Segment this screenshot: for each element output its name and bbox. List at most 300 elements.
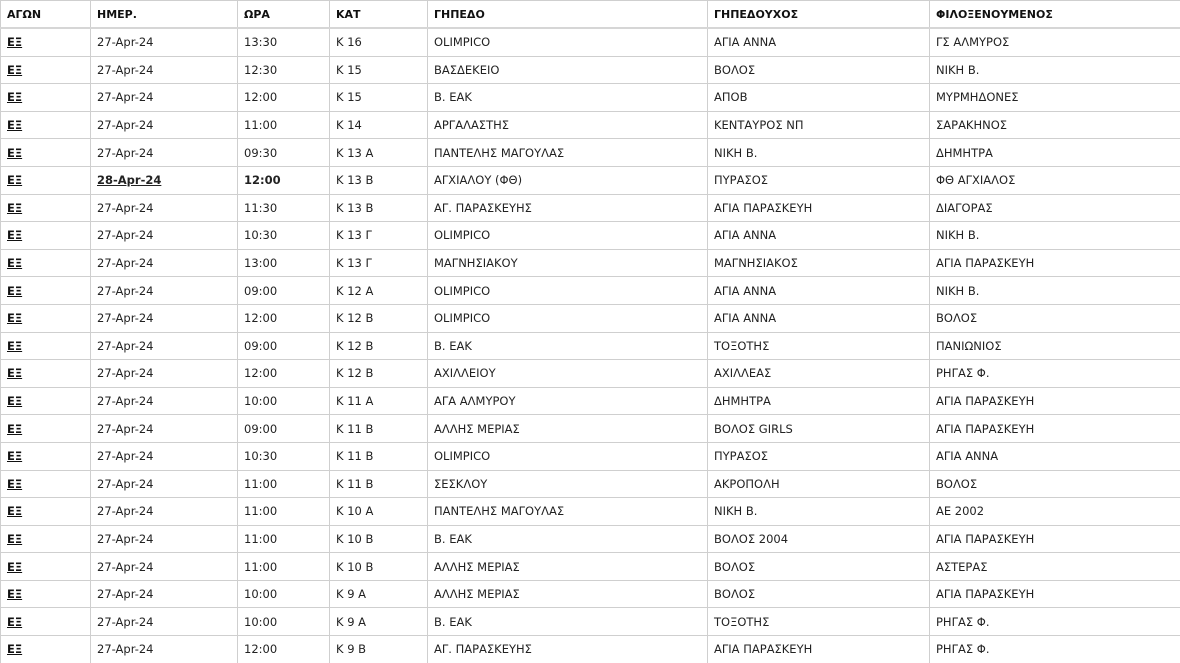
- away-team-cell: [930, 415, 1180, 443]
- venue-text: OLIMPICO: [434, 449, 491, 464]
- away-team-cell: [930, 608, 1180, 636]
- time-cell: [238, 332, 330, 360]
- away-team-text: ΝΙΚΗ Β.: [936, 283, 980, 298]
- date-text: 27-Apr-24: [97, 283, 154, 298]
- time-cell: [238, 249, 330, 277]
- time-cell: [238, 525, 330, 553]
- category-text: Κ 13 Β: [336, 200, 374, 215]
- venue-text: OLIMPICO: [434, 311, 491, 326]
- game-link[interactable]: ΕΞ: [7, 90, 23, 105]
- venue-cell: [428, 304, 708, 332]
- header-category: ΚΑΤ: [330, 1, 428, 29]
- time-cell: [238, 580, 330, 608]
- home-team-text: ΑΧΙΛΛΕΑΣ: [714, 366, 772, 381]
- category-text: Κ 11 Α: [336, 394, 374, 409]
- date-cell: [91, 498, 238, 526]
- table-row: [1, 360, 1180, 388]
- home-team-text: ΒΟΛΟΣ GIRLS: [714, 421, 793, 436]
- time-text: 11:30: [244, 200, 278, 215]
- away-team-text: ΑΓΙΑ ΠΑΡΑΣΚΕΥΗ: [936, 256, 1035, 271]
- date-cell: [91, 387, 238, 415]
- category-cell: [330, 636, 428, 663]
- home-team-cell: [708, 498, 930, 526]
- date-cell: [91, 442, 238, 470]
- game-link[interactable]: ΕΞ: [7, 256, 23, 271]
- game-link[interactable]: ΕΞ: [7, 200, 23, 215]
- category-text: Κ 15: [336, 90, 362, 105]
- time-text: 11:00: [244, 118, 278, 133]
- date-cell: [91, 304, 238, 332]
- away-team-cell: [930, 84, 1180, 112]
- category-cell: [330, 222, 428, 250]
- date-text: 27-Apr-24: [97, 145, 154, 160]
- time-text: 12:00: [244, 311, 278, 326]
- venue-text: ΒΑΣΔΕΚΕΙΟ: [434, 62, 500, 77]
- game-link[interactable]: ΕΞ: [7, 338, 23, 353]
- table-row: [1, 166, 1180, 194]
- time-text: 12:00: [244, 173, 281, 188]
- game-cell: [1, 415, 91, 443]
- away-team-text: ΑΓΙΑ ΠΑΡΑΣΚΕΥΗ: [936, 587, 1035, 602]
- venue-text: ΑΛΛΗΣ ΜΕΡΙΑΣ: [434, 559, 520, 574]
- home-team-cell: [708, 249, 930, 277]
- home-team-text: ΒΟΛΟΣ: [714, 587, 756, 602]
- home-team-text: ΑΓΙΑ ΠΑΡΑΣΚΕΥΗ: [714, 642, 813, 657]
- away-team-text: ΡΗΓΑΣ Φ.: [936, 642, 990, 657]
- date-cell: [91, 111, 238, 139]
- home-team-cell: [708, 360, 930, 388]
- venue-cell: [428, 139, 708, 167]
- date-cell: [91, 332, 238, 360]
- time-text: 11:00: [244, 531, 278, 546]
- date-cell: [91, 636, 238, 663]
- venue-text: ΠΑΝΤΕΛΗΣ ΜΑΓΟΥΛΑΣ: [434, 145, 565, 160]
- away-team-cell: [930, 332, 1180, 360]
- date-text: 27-Apr-24: [97, 394, 154, 409]
- game-link[interactable]: ΕΞ: [7, 283, 23, 298]
- home-team-text: ΠΥΡΑΣΟΣ: [714, 449, 769, 464]
- category-text: Κ 12 Β: [336, 338, 374, 353]
- venue-text: ΑΓ. ΠΑΡΑΣΚΕΥΗΣ: [434, 642, 532, 657]
- away-team-text: ΜΥΡΜΗΔΟΝΕΣ: [936, 90, 1019, 105]
- table-row: [1, 139, 1180, 167]
- home-team-cell: [708, 194, 930, 222]
- time-cell: [238, 553, 330, 581]
- time-cell: [238, 387, 330, 415]
- table-row: [1, 249, 1180, 277]
- venue-cell: [428, 84, 708, 112]
- away-team-text: ΑΓΙΑ ΑΝΝΑ: [936, 449, 999, 464]
- category-cell: [330, 332, 428, 360]
- time-text: 10:30: [244, 228, 278, 243]
- category-text: Κ 16: [336, 35, 362, 50]
- time-text: 13:30: [244, 35, 278, 50]
- header-date: ΗΜΕΡ.: [91, 1, 238, 29]
- game-link[interactable]: ΕΞ: [7, 366, 23, 381]
- category-text: Κ 13 Α: [336, 145, 374, 160]
- date-text: 27-Apr-24: [97, 62, 154, 77]
- game-cell: [1, 111, 91, 139]
- home-team-cell: [708, 111, 930, 139]
- home-team-cell: [708, 580, 930, 608]
- home-team-text: ΒΟΛΟΣ: [714, 559, 756, 574]
- time-text: 12:00: [244, 90, 278, 105]
- home-team-text: ΤΟΞΟΤΗΣ: [714, 614, 770, 629]
- table-row: [1, 194, 1180, 222]
- game-cell: [1, 608, 91, 636]
- venue-text: Β. ΕΑΚ: [434, 531, 472, 546]
- category-text: Κ 13 Γ: [336, 228, 372, 243]
- away-team-text: ΑΣΤΕΡΑΣ: [936, 559, 988, 574]
- time-cell: [238, 194, 330, 222]
- date-text: 27-Apr-24: [97, 559, 154, 574]
- time-cell: [238, 304, 330, 332]
- time-cell: [238, 84, 330, 112]
- time-cell: [238, 415, 330, 443]
- date-cell: [91, 580, 238, 608]
- game-link[interactable]: ΕΞ: [7, 449, 23, 464]
- home-team-cell: [708, 277, 930, 305]
- game-link[interactable]: ΕΞ: [7, 311, 23, 326]
- date-cell: [91, 249, 238, 277]
- category-text: Κ 10 Β: [336, 559, 374, 574]
- date-cell: [91, 277, 238, 305]
- category-cell: [330, 249, 428, 277]
- away-team-cell: [930, 194, 1180, 222]
- away-team-cell: [930, 387, 1180, 415]
- home-team-cell: [708, 56, 930, 84]
- venue-cell: [428, 277, 708, 305]
- category-cell: [330, 304, 428, 332]
- away-team-text: ΡΗΓΑΣ Φ.: [936, 614, 990, 629]
- venue-text: ΑΛΛΗΣ ΜΕΡΙΑΣ: [434, 421, 520, 436]
- away-team-text: ΝΙΚΗ Β.: [936, 62, 980, 77]
- game-cell: [1, 636, 91, 663]
- table-row: [1, 608, 1180, 636]
- game-link[interactable]: ΕΞ: [7, 145, 23, 160]
- game-cell: [1, 580, 91, 608]
- time-text: 09:00: [244, 283, 278, 298]
- home-team-cell: [708, 470, 930, 498]
- venue-text: OLIMPICO: [434, 283, 491, 298]
- game-link[interactable]: ΕΞ: [7, 173, 23, 188]
- home-team-text: ΑΓΙΑ ΑΝΝΑ: [714, 228, 777, 243]
- date-cell: [91, 194, 238, 222]
- table-row: [1, 498, 1180, 526]
- venue-text: Β. ΕΑΚ: [434, 338, 472, 353]
- time-cell: [238, 166, 330, 194]
- venue-cell: [428, 442, 708, 470]
- time-text: 12:30: [244, 62, 278, 77]
- home-team-text: ΝΙΚΗ Β.: [714, 145, 758, 160]
- home-team-text: ΒΟΛΟΣ: [714, 62, 756, 77]
- time-text: 09:00: [244, 338, 278, 353]
- away-team-text: ΠΑΝΙΩΝΙΟΣ: [936, 338, 1002, 353]
- venue-cell: [428, 249, 708, 277]
- venue-text: OLIMPICO: [434, 228, 491, 243]
- date-text: 27-Apr-24: [97, 642, 154, 657]
- category-cell: [330, 28, 428, 56]
- away-team-cell: [930, 525, 1180, 553]
- game-cell: [1, 525, 91, 553]
- venue-cell: [428, 111, 708, 139]
- away-team-text: ΒΟΛΟΣ: [936, 476, 978, 491]
- game-link[interactable]: ΕΞ: [7, 35, 23, 50]
- category-cell: [330, 277, 428, 305]
- away-team-cell: [930, 249, 1180, 277]
- date-text: 27-Apr-24: [97, 476, 154, 491]
- game-link[interactable]: ΕΞ: [7, 62, 23, 77]
- venue-text: ΑΓ. ΠΑΡΑΣΚΕΥΗΣ: [434, 200, 532, 215]
- time-cell: [238, 56, 330, 84]
- game-link[interactable]: ΕΞ: [7, 559, 23, 574]
- away-team-cell: [930, 277, 1180, 305]
- time-cell: [238, 277, 330, 305]
- date-cell: [91, 28, 238, 56]
- home-team-text: ΑΓΙΑ ΑΝΝΑ: [714, 283, 777, 298]
- game-cell: [1, 166, 91, 194]
- home-team-text: ΑΓΙΑ ΑΝΝΑ: [714, 35, 777, 50]
- venue-cell: [428, 553, 708, 581]
- home-team-cell: [708, 608, 930, 636]
- date-cell: [91, 415, 238, 443]
- time-cell: [238, 139, 330, 167]
- away-team-cell: [930, 636, 1180, 663]
- time-text: 10:00: [244, 587, 278, 602]
- home-team-text: ΜΑΓΝΗΣΙΑΚΟΣ: [714, 256, 798, 271]
- venue-cell: [428, 166, 708, 194]
- home-team-cell: [708, 636, 930, 663]
- time-text: 10:30: [244, 449, 278, 464]
- category-text: Κ 12 Β: [336, 366, 374, 381]
- table-row: [1, 332, 1180, 360]
- home-team-cell: [708, 387, 930, 415]
- away-team-cell: [930, 28, 1180, 56]
- date-text: 27-Apr-24: [97, 614, 154, 629]
- category-cell: [330, 139, 428, 167]
- game-link[interactable]: ΕΞ: [7, 118, 23, 133]
- time-text: 13:00: [244, 256, 278, 271]
- home-team-cell: [708, 332, 930, 360]
- game-cell: [1, 553, 91, 581]
- game-cell: [1, 84, 91, 112]
- date-cell: [91, 56, 238, 84]
- time-cell: [238, 608, 330, 636]
- category-cell: [330, 525, 428, 553]
- time-text: 09:00: [244, 421, 278, 436]
- table-row: [1, 304, 1180, 332]
- date-text: 28-Apr-24: [97, 173, 162, 188]
- date-text: 27-Apr-24: [97, 531, 154, 546]
- category-text: Κ 11 Β: [336, 476, 374, 491]
- game-cell: [1, 470, 91, 498]
- game-cell: [1, 222, 91, 250]
- game-link[interactable]: ΕΞ: [7, 504, 23, 519]
- table-header-row: [1, 1, 1180, 29]
- time-cell: [238, 28, 330, 56]
- time-cell: [238, 442, 330, 470]
- category-text: Κ 15: [336, 62, 362, 77]
- time-text: 09:30: [244, 145, 278, 160]
- away-team-cell: [930, 166, 1180, 194]
- away-team-cell: [930, 139, 1180, 167]
- category-text: Κ 14: [336, 118, 362, 133]
- venue-cell: [428, 194, 708, 222]
- category-cell: [330, 580, 428, 608]
- header-venue: ΓΗΠΕΔΟ: [428, 1, 708, 29]
- category-text: Κ 12 Α: [336, 283, 374, 298]
- time-cell: [238, 470, 330, 498]
- venue-cell: [428, 222, 708, 250]
- category-text: Κ 10 Α: [336, 504, 374, 519]
- venue-cell: [428, 636, 708, 663]
- venue-cell: [428, 498, 708, 526]
- game-cell: [1, 56, 91, 84]
- date-text: 27-Apr-24: [97, 118, 154, 133]
- home-team-text: ΠΥΡΑΣΟΣ: [714, 173, 769, 188]
- table-row: [1, 28, 1180, 56]
- category-text: Κ 13 Β: [336, 173, 374, 188]
- venue-text: ΑΓΧΙΑΛΟΥ (ΦΘ): [434, 173, 523, 188]
- header-time: ΩΡΑ: [238, 1, 330, 29]
- header-home: ΓΗΠΕΔΟΥΧΟΣ: [708, 1, 930, 29]
- away-team-text: ΔΙΑΓΟΡΑΣ: [936, 200, 993, 215]
- game-link[interactable]: ΕΞ: [7, 587, 23, 602]
- game-cell: [1, 28, 91, 56]
- date-text: 27-Apr-24: [97, 311, 154, 326]
- game-cell: [1, 277, 91, 305]
- table-row: [1, 56, 1180, 84]
- time-cell: [238, 636, 330, 663]
- header-away: ΦΙΛΟΞΕΝΟΥΜΕΝΟΣ: [930, 1, 1180, 29]
- home-team-cell: [708, 28, 930, 56]
- date-cell: [91, 608, 238, 636]
- game-link[interactable]: ΕΞ: [7, 642, 23, 657]
- home-team-text: ΒΟΛΟΣ 2004: [714, 531, 789, 546]
- venue-text: OLIMPICO: [434, 35, 491, 50]
- time-text: 11:00: [244, 504, 278, 519]
- away-team-cell: [930, 442, 1180, 470]
- home-team-text: ΑΚΡΟΠΟΛΗ: [714, 476, 780, 491]
- date-text: 27-Apr-24: [97, 449, 154, 464]
- home-team-text: ΑΠΟΒ: [714, 90, 748, 105]
- away-team-text: ΣΑΡΑΚΗΝΟΣ: [936, 118, 1008, 133]
- game-cell: [1, 387, 91, 415]
- table-row: [1, 111, 1180, 139]
- date-cell: [91, 525, 238, 553]
- venue-text: ΑΡΓΑΛΑΣΤΗΣ: [434, 118, 510, 133]
- time-text: 12:00: [244, 642, 278, 657]
- table-row: [1, 222, 1180, 250]
- table-row: [1, 580, 1180, 608]
- venue-text: ΑΛΛΗΣ ΜΕΡΙΑΣ: [434, 587, 520, 602]
- venue-cell: [428, 470, 708, 498]
- game-cell: [1, 332, 91, 360]
- home-team-cell: [708, 553, 930, 581]
- venue-cell: [428, 387, 708, 415]
- game-link[interactable]: ΕΞ: [7, 476, 23, 491]
- venue-cell: [428, 56, 708, 84]
- game-link[interactable]: ΕΞ: [7, 531, 23, 546]
- category-text: Κ 9 Α: [336, 614, 367, 629]
- game-cell: [1, 194, 91, 222]
- game-cell: [1, 442, 91, 470]
- away-team-cell: [930, 580, 1180, 608]
- home-team-cell: [708, 415, 930, 443]
- away-team-cell: [930, 498, 1180, 526]
- game-link[interactable]: ΕΞ: [7, 228, 23, 243]
- category-cell: [330, 84, 428, 112]
- date-cell: [91, 139, 238, 167]
- date-cell: [91, 166, 238, 194]
- venue-text: ΜΑΓΝΗΣΙΑΚΟΥ: [434, 256, 518, 271]
- game-link[interactable]: ΕΞ: [7, 421, 23, 436]
- category-cell: [330, 608, 428, 636]
- away-team-text: ΓΣ ΑΛΜΥΡΟΣ: [936, 35, 1010, 50]
- category-cell: [330, 111, 428, 139]
- game-cell: [1, 249, 91, 277]
- date-text: 27-Apr-24: [97, 90, 154, 105]
- date-cell: [91, 360, 238, 388]
- away-team-text: ΦΘ ΑΓΧΙΑΛΟΣ: [936, 173, 1016, 188]
- category-cell: [330, 166, 428, 194]
- home-team-text: ΑΓΙΑ ΠΑΡΑΣΚΕΥΗ: [714, 200, 813, 215]
- away-team-text: ΔΗΜΗΤΡΑ: [936, 145, 993, 160]
- time-text: 11:00: [244, 476, 278, 491]
- date-text: 27-Apr-24: [97, 35, 154, 50]
- time-text: 10:00: [244, 614, 278, 629]
- time-cell: [238, 222, 330, 250]
- away-team-text: ΑΓΙΑ ΠΑΡΑΣΚΕΥΗ: [936, 421, 1035, 436]
- home-team-text: ΔΗΜΗΤΡΑ: [714, 394, 771, 409]
- category-cell: [330, 415, 428, 443]
- category-text: Κ 9 Α: [336, 587, 367, 602]
- home-team-text: ΚΕΝΤΑΥΡΟΣ ΝΠ: [714, 118, 804, 133]
- home-team-text: ΑΓΙΑ ΑΝΝΑ: [714, 311, 777, 326]
- date-cell: [91, 222, 238, 250]
- date-text: 27-Apr-24: [97, 200, 154, 215]
- game-cell: [1, 139, 91, 167]
- game-link[interactable]: ΕΞ: [7, 394, 23, 409]
- venue-cell: [428, 525, 708, 553]
- category-text: Κ 11 Β: [336, 421, 374, 436]
- date-text: 27-Apr-24: [97, 228, 154, 243]
- date-text: 27-Apr-24: [97, 256, 154, 271]
- category-cell: [330, 387, 428, 415]
- table-row: [1, 442, 1180, 470]
- time-text: 10:00: [244, 394, 278, 409]
- table-row: [1, 525, 1180, 553]
- away-team-cell: [930, 304, 1180, 332]
- game-link[interactable]: ΕΞ: [7, 614, 23, 629]
- date-cell: [91, 553, 238, 581]
- date-cell: [91, 470, 238, 498]
- away-team-text: ΝΙΚΗ Β.: [936, 228, 980, 243]
- category-cell: [330, 553, 428, 581]
- table-row: [1, 553, 1180, 581]
- away-team-cell: [930, 111, 1180, 139]
- away-team-cell: [930, 470, 1180, 498]
- category-text: Κ 10 Β: [336, 531, 374, 546]
- category-text: Κ 13 Γ: [336, 256, 372, 271]
- date-text: 27-Apr-24: [97, 504, 154, 519]
- venue-cell: [428, 360, 708, 388]
- category-cell: [330, 360, 428, 388]
- category-text: Κ 9 Β: [336, 642, 367, 657]
- away-team-text: ΑΓΙΑ ΠΑΡΑΣΚΕΥΗ: [936, 394, 1035, 409]
- date-text: 27-Apr-24: [97, 366, 154, 381]
- venue-cell: [428, 580, 708, 608]
